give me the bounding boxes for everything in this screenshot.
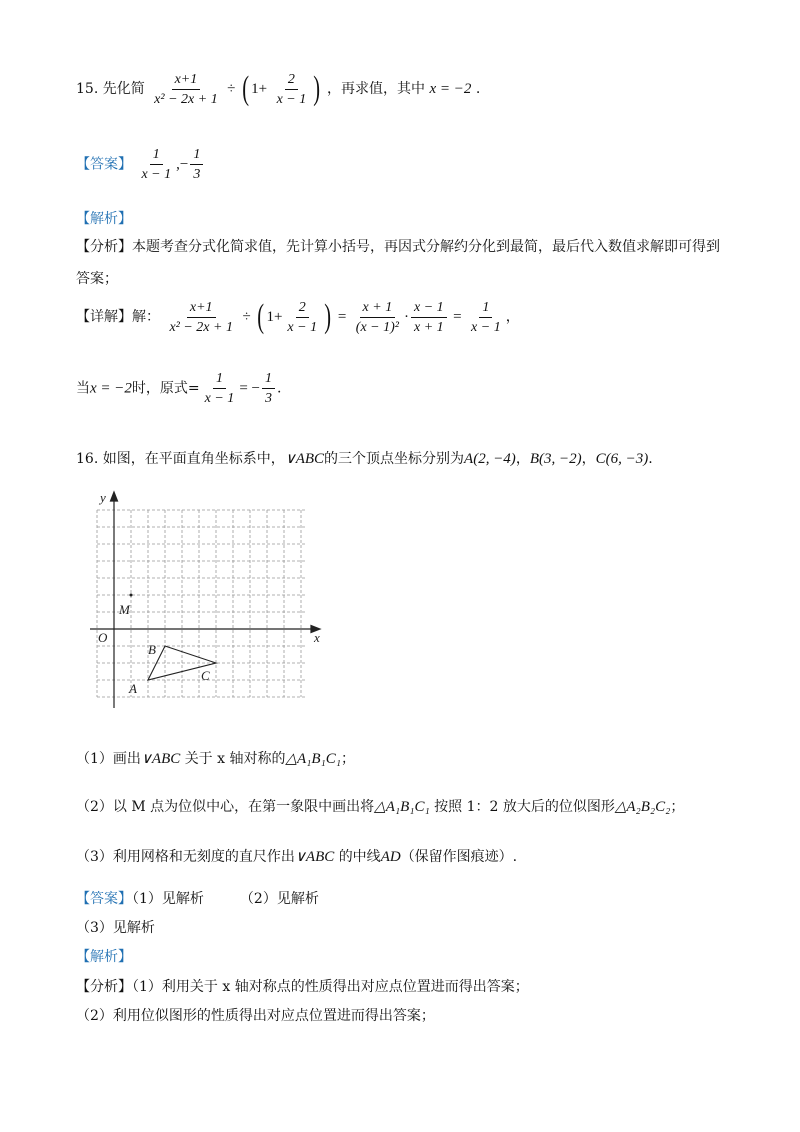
- sub-question-1: （1）画出∨ABC 关于 x 轴对称的△A₁B₁C₁；: [76, 751, 355, 767]
- fenxi-1-line1: 【分析】本题考查分式化简求值，先计算小括号，再因式分解约分化到最简，最后代入数值求解即可得到: [76, 239, 720, 255]
- xiangjie: 【详解】解： $\frac{x+1}{\text{x² − 2x + 1}}$ ÷ ( 1+ $\frac{2}{x - 1}$ ) = $\frac{x + 1}{\text{(x − 1)²}}$ · $\frac{x - 1}{x + 1}$ = $\frac{1}{x - 1}$ ，: [76, 298, 520, 335]
- q16: 16. 如图，在平面直角坐标系中，∨ABC的三个顶点坐标分别为A(2, −4)，B(3, −2)，C(6, −3).: [76, 451, 653, 467]
- jiexi-label-2: 【解析】: [76, 949, 132, 965]
- xiangjie-label: 【详解】解：: [76, 309, 160, 325]
- ans15: 【答案】 $\frac{1}{x - 1}$ ,− $\frac{1}{3}$: [76, 146, 205, 183]
- fenxi-2-line1: 【分析】（1）利用关于 x 轴对称点的性质得出对应点位置进而得出答案；: [76, 979, 529, 995]
- y-axis-arrow-icon: [111, 492, 118, 501]
- sub-question-2: （2）以 M 点为位似中心，在第一象限中画出将△A₁B₁C₁ 按照 1：2 放大后的位似图形△A₂B₂C₂；: [76, 799, 685, 815]
- y-axis-label: y: [100, 490, 106, 505]
- origin-label: O: [98, 630, 108, 645]
- fenxi-1-line2: 答案；: [76, 271, 118, 287]
- answer-label-2: 【答案】: [76, 891, 132, 907]
- q15-div: ÷: [227, 81, 236, 97]
- q15-one: 1+: [251, 81, 268, 97]
- point-b-label: B: [148, 642, 156, 657]
- answer-label: 【答案】: [76, 156, 132, 173]
- coordinate-grid-figure: [88, 488, 338, 713]
- point-m-label: M: [119, 602, 130, 617]
- fenxi-2-line2: （2）利用位似图形的性质得出对应点位置进而得出答案；: [76, 1008, 435, 1024]
- q15-tail: ，再求值，其中: [327, 81, 426, 97]
- ans16-line1: 【答案】（1）见解析 （2）见解析: [76, 891, 319, 907]
- q15: 15. 先化简 $\frac{x+1}{\text{x² − 2x + 1}}$ ÷ ( 1+ $\frac{2}{x - 1}$ ) ，再求值，其中 x = −2 .: [76, 70, 481, 107]
- q15-frac1: $\frac{x+1}{\text{x² − 2x + 1}}$: [154, 71, 218, 107]
- q15-prompt: 先化简: [102, 81, 145, 97]
- x-axis-label: x: [314, 630, 320, 645]
- ans16-line2: （3）见解析: [76, 920, 155, 936]
- when-line: 当x = −2时，原式= $\frac{1}{x - 1}$ = − $\frac{1}{3}$ .: [76, 371, 282, 406]
- point-c-label: C: [201, 668, 210, 683]
- q15-frac2: $\frac{2}{x - 1}$: [276, 71, 307, 107]
- ans15-frac1: $\frac{1}{x - 1}$: [141, 147, 172, 182]
- sub-question-3: （3）利用网格和无刻度的直尺作出∨ABC 的中线AD（保留作图痕迹）.: [76, 849, 518, 865]
- q15-number: 15.: [76, 81, 99, 97]
- point-m: [130, 594, 133, 597]
- ans15-frac2: $\frac{1}{3}$: [190, 146, 203, 183]
- jiexi-label-1: 【解析】: [76, 211, 132, 227]
- q16-number: 16.: [76, 451, 99, 467]
- fenxi-label: 【分析】: [76, 239, 132, 255]
- point-a-label: A: [129, 681, 137, 696]
- q15-cond: x = −2: [429, 81, 472, 97]
